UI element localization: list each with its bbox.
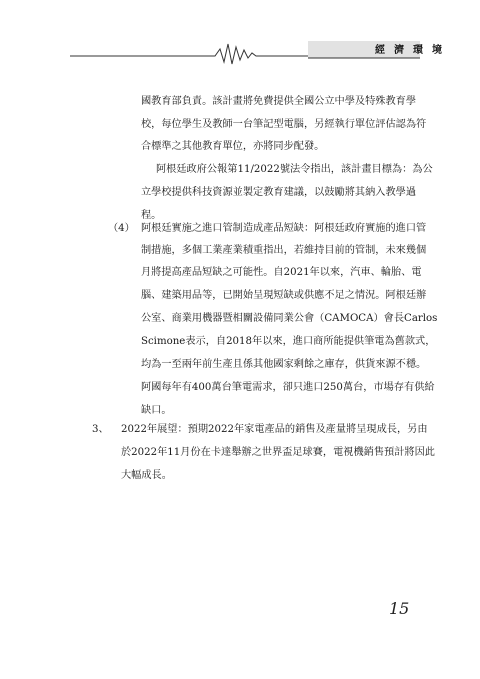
running-header: [70, 38, 451, 66]
body-line: 阿根廷政府公報第11/2022號法令指出，該計畫目標為：為公: [156, 164, 433, 175]
body-line: 均為一至兩年前生產且係其他國家剩餘之庫存，供貨來源不穩。: [141, 359, 427, 370]
body-line: 腦、建築用品等，已開始呈現短缺或供應不足之情況。阿根廷辦: [141, 290, 427, 301]
body-line: 2022年展望：預期2022年家電產品的銷售及產量將呈現成長，另由: [121, 424, 428, 435]
body-line: 合標準之其他教育單位，亦將同步配發。: [141, 141, 325, 152]
body-line: 校，每位學生及教師一台筆記型電腦，另經執行單位評估認為符: [141, 119, 427, 130]
body-line: Scimone表示，自2018年以來，進口商所能提供筆電為舊款式，: [141, 336, 436, 347]
body-line: 缺口。: [141, 405, 172, 416]
heartbeat-line-icon: [70, 38, 420, 66]
list-marker: （4）: [108, 223, 135, 234]
body-line: 程。: [141, 210, 162, 221]
body-line: 月將提高產品短缺之可能性。自2021年以來，汽車、輪胎、電: [141, 267, 422, 278]
body-line: 大幅成長。: [121, 470, 172, 481]
body-line: 公室、商業用機器暨相關設備同業公會（CAMOCA）會長Carlos: [141, 313, 438, 324]
body-line: 阿國每年有400萬台筆電需求，卻只進口250萬台，市場存有供給: [141, 382, 435, 393]
header-title: 經濟環境: [375, 45, 451, 56]
list-marker: 3、: [92, 424, 109, 435]
page-number: 15: [389, 599, 410, 618]
body-line: 制措施，多個工業產業積重指出，若維持目前的管制，未來幾個: [141, 245, 427, 256]
body-line: 立學校提供科技資源並製定教育建議，以鼓勵將其納入教學過: [141, 187, 417, 198]
body-line: 國教育部負責。該計畫將免費提供全國公立中學及特殊教育學: [141, 96, 417, 107]
body-line: 阿根廷實施之進口管制造成產品短缺：阿根廷政府實施的進口管: [141, 223, 427, 234]
body-line: 於2022年11月份在卡達舉辦之世界盃足球賽，電視機銷售預計將因此: [121, 447, 435, 458]
